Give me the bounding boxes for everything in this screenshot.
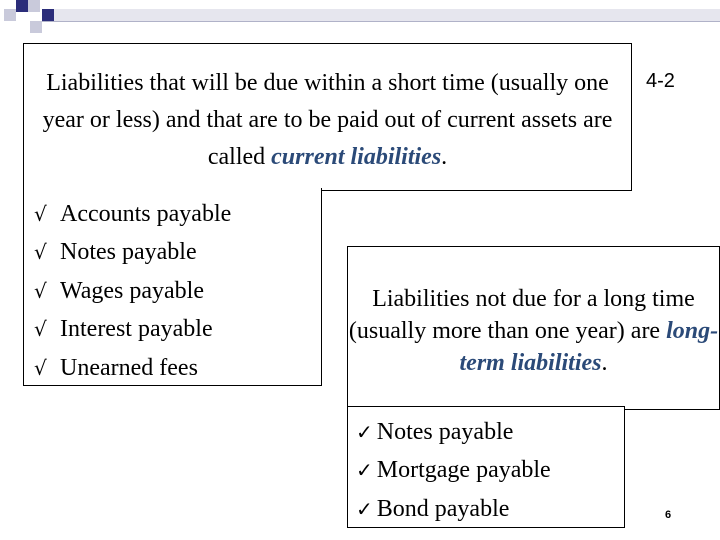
check-root-icon: √ bbox=[34, 356, 47, 380]
slide-code: 4-2 bbox=[646, 70, 675, 92]
top-band bbox=[54, 9, 720, 21]
list-item bbox=[356, 417, 513, 447]
list-item bbox=[356, 455, 551, 485]
check-root-icon: √ bbox=[34, 279, 47, 303]
list-item-label: Mortgage payable bbox=[376, 457, 551, 483]
current-definition-period: . bbox=[441, 144, 448, 170]
check-root-icon: √ bbox=[34, 202, 47, 226]
checkmark-icon: ✓ bbox=[356, 458, 373, 482]
long-term-liabilities-term: long-term liabilities bbox=[459, 318, 719, 376]
deco-square bbox=[42, 9, 54, 21]
long-term-liabilities-definition bbox=[347, 246, 720, 410]
long-term-liabilities-list bbox=[347, 406, 625, 528]
deco-square bbox=[30, 21, 42, 33]
list-item-label: Bond payable bbox=[376, 496, 510, 522]
list-item-label: Unearned fees bbox=[60, 355, 198, 381]
checkmark-icon: ✓ bbox=[356, 420, 373, 444]
list-item-label: Notes payable bbox=[376, 419, 514, 445]
deco-square bbox=[4, 9, 16, 21]
check-root-icon: √ bbox=[34, 317, 47, 341]
current-liabilities-list bbox=[23, 188, 322, 386]
top-rule bbox=[40, 21, 720, 22]
current-liabilities-definition bbox=[23, 43, 632, 191]
long-term-definition-text: Liabilities not due for a long time (usually more than one year) are bbox=[348, 286, 695, 344]
list-item-label: Notes payable bbox=[60, 239, 197, 265]
long-term-definition-period: . bbox=[601, 350, 608, 376]
current-definition-text: Liabilities that will be due within a short time (usually one year or less) and that are to be paid out of current assets are called bbox=[42, 70, 613, 170]
check-root-icon: √ bbox=[34, 240, 47, 264]
list-item-label: Accounts payable bbox=[60, 201, 232, 227]
checkmark-icon: ✓ bbox=[356, 497, 373, 521]
list-item-label: Wages payable bbox=[60, 278, 204, 304]
page-number: 6 bbox=[665, 509, 672, 521]
list-item-label: Interest payable bbox=[60, 316, 213, 342]
deco-square bbox=[28, 0, 40, 12]
current-liabilities-term: current liabilities bbox=[271, 144, 442, 170]
slide-decoration bbox=[0, 0, 720, 40]
deco-square bbox=[16, 0, 28, 12]
list-item bbox=[356, 494, 509, 524]
